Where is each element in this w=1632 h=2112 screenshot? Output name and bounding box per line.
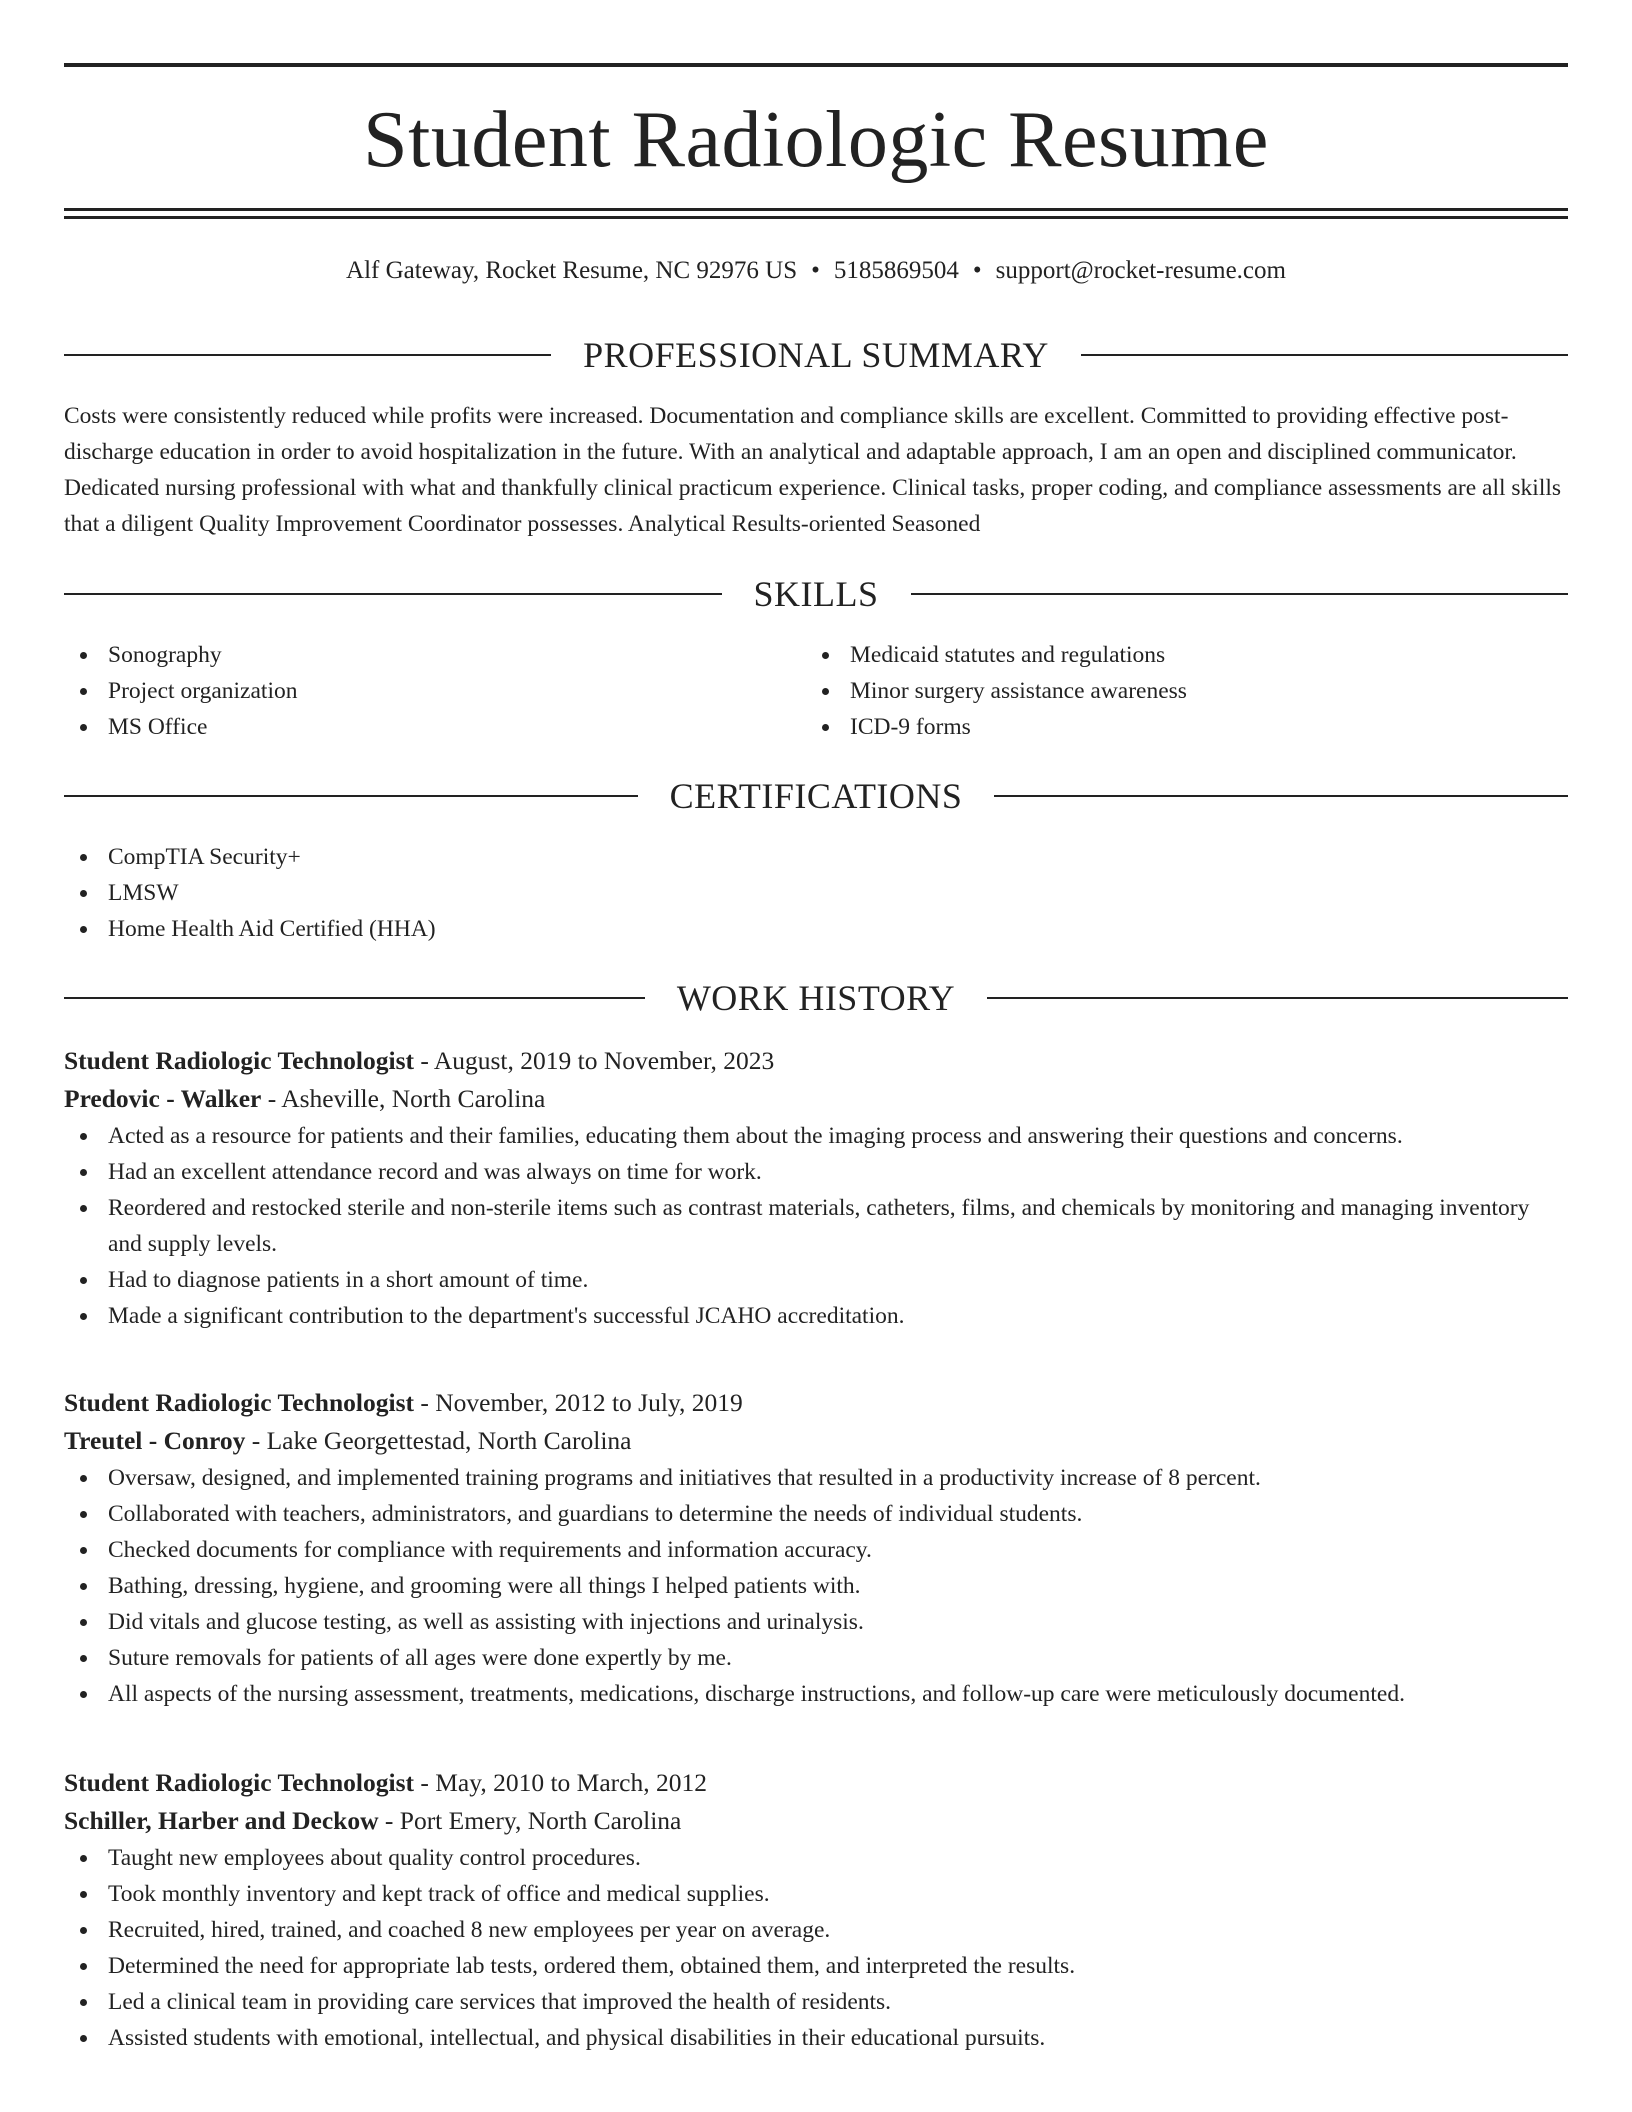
title-rule-upper [64, 208, 1568, 211]
heading-rule [987, 997, 1568, 999]
job-title: Student Radiologic Technologist [64, 1768, 414, 1797]
contact-line [64, 255, 1568, 287]
summary-heading [64, 333, 1568, 377]
work-history-heading-label: WORK HISTORY [676, 978, 956, 1018]
job-location: - Lake Georgettestad, North Carolina [245, 1426, 632, 1455]
job-bullet: Assisted students with emotional, intellectual, and physical disabilities in their educational pursuits. [64, 2020, 1568, 2056]
job-title-line [64, 1384, 1568, 1422]
job-title-line [64, 1764, 1568, 1802]
job-bullet: Did vitals and glucose testing, as well as assisting with injections and urinalysis. [64, 1604, 1568, 1640]
heading-rule [64, 354, 551, 356]
job-entry [64, 1384, 1568, 1712]
job-bullet: Led a clinical team in providing care services that improved the health of residents. [64, 1984, 1568, 2020]
certification-item: LMSW [64, 875, 1568, 911]
job-entry [64, 1764, 1568, 2056]
job-bullet: Recruited, hired, trained, and coached 8 new employees per year on average. [64, 1912, 1568, 1948]
heading-rule [64, 795, 638, 797]
certifications-heading [64, 774, 1568, 818]
job-company: Schiller, Harber and Deckow [64, 1806, 379, 1835]
contact-separator: • [811, 257, 820, 284]
job-company: Treutel - Conroy [64, 1426, 246, 1455]
job-bullet: Collaborated with teachers, administrators, and guardians to determine the needs of individual students. [64, 1496, 1568, 1532]
job-bullets [64, 1460, 1568, 1712]
skill-item: MS Office [64, 709, 806, 745]
job-bullet: Taught new employees about quality control procedures. [64, 1840, 1568, 1876]
certification-item: CompTIA Security+ [64, 839, 1568, 875]
skills-list [64, 637, 1568, 745]
skill-item: Medicaid statutes and regulations [806, 637, 1548, 673]
job-bullet: Bathing, dressing, hygiene, and grooming were all things I helped patients with. [64, 1568, 1568, 1604]
top-rule [64, 63, 1568, 67]
skills-column-right [806, 637, 1548, 745]
job-bullets [64, 1840, 1568, 2056]
job-dates: - November, 2012 to July, 2019 [414, 1388, 743, 1417]
job-location: - Port Emery, North Carolina [378, 1806, 682, 1835]
job-title-line [64, 1042, 1568, 1080]
job-title: Student Radiologic Technologist [64, 1046, 414, 1075]
certifications-items [64, 839, 1568, 947]
heading-rule [911, 593, 1569, 595]
heading-rule [994, 795, 1568, 797]
job-company: Predovic - Walker [64, 1084, 262, 1113]
work-history-heading [64, 976, 1568, 1020]
skills-heading-label: SKILLS [753, 574, 879, 614]
skill-item: Sonography [64, 637, 806, 673]
heading-rule [1081, 354, 1568, 356]
summary-heading-label: PROFESSIONAL SUMMARY [583, 335, 1049, 375]
job-bullet: Had to diagnose patients in a short amount of time. [64, 1262, 1568, 1298]
skill-item: ICD-9 forms [806, 709, 1548, 745]
resume-title: Student Radiologic Resume [363, 96, 1269, 184]
contact-email: support@rocket-resume.com [995, 257, 1286, 284]
certification-item: Home Health Aid Certified (HHA) [64, 911, 1568, 947]
summary-text: Costs were consistently reduced while profits were increased. Documentation and compliance skills are excellent. Committed to providing effective post-discharge education in order to avoid hospitalization in the future. With an analytical and adaptable approach, I am an open and disciplined communicator. Dedicated nursing professional with what and thankfully clinical practicum experience. Clinical tasks, proper coding, and compliance assessments are all skills that a diligent Quality Improvement Coordinator possesses. Analytical Results-oriented Seasoned [64, 403, 1562, 537]
job-company-line [64, 1802, 1568, 1840]
job-bullets [64, 1118, 1568, 1334]
job-company-line [64, 1422, 1568, 1460]
job-bullet: Acted as a resource for patients and their families, educating them about the imaging process and answering their questions and concerns. [64, 1118, 1568, 1154]
skill-item: Project organization [64, 673, 806, 709]
job-company-line [64, 1080, 1568, 1118]
job-bullet: Made a significant contribution to the department's successful JCAHO accreditation. [64, 1298, 1568, 1334]
job-entry [64, 1042, 1568, 1334]
job-bullet: Suture removals for patients of all ages were done expertly by me. [64, 1640, 1568, 1676]
certifications-heading-label: CERTIFICATIONS [669, 776, 963, 816]
heading-rule [64, 593, 722, 595]
contact-phone: 5185869504 [833, 257, 959, 284]
job-location: - Asheville, North Carolina [261, 1084, 546, 1113]
contact-separator: • [972, 257, 982, 284]
job-bullet: Oversaw, designed, and implemented training programs and initiatives that resulted in a productivity increase of 8 percent. [64, 1460, 1568, 1496]
heading-rule [64, 997, 645, 999]
job-bullet: Reordered and restocked sterile and non-sterile items such as contrast materials, catheters, films, and chemicals by monitoring and managing inventory and supply levels. [64, 1190, 1568, 1262]
job-bullet: Took monthly inventory and kept track of office and medical supplies. [64, 1876, 1568, 1912]
job-bullet: Determined the need for appropriate lab tests, ordered them, obtained them, and interpreted the results. [64, 1948, 1568, 1984]
job-bullet: Checked documents for compliance with requirements and information accuracy. [64, 1532, 1568, 1568]
job-dates: - May, 2010 to March, 2012 [414, 1768, 707, 1797]
skills-column-left [64, 637, 806, 745]
job-title: Student Radiologic Technologist [64, 1388, 414, 1417]
job-bullet: Had an excellent attendance record and was always on time for work. [64, 1154, 1568, 1190]
skill-item: Minor surgery assistance awareness [806, 673, 1548, 709]
title-rule-lower [64, 216, 1568, 219]
contact-address: Alf Gateway, Rocket Resume, NC 92976 US [346, 257, 798, 284]
job-bullet: All aspects of the nursing assessment, treatments, medications, discharge instructions, and follow-up care were meticulously documented. [64, 1676, 1568, 1712]
certifications-list [64, 839, 1568, 947]
skills-heading [64, 572, 1568, 616]
job-dates: - August, 2019 to November, 2023 [414, 1046, 775, 1075]
